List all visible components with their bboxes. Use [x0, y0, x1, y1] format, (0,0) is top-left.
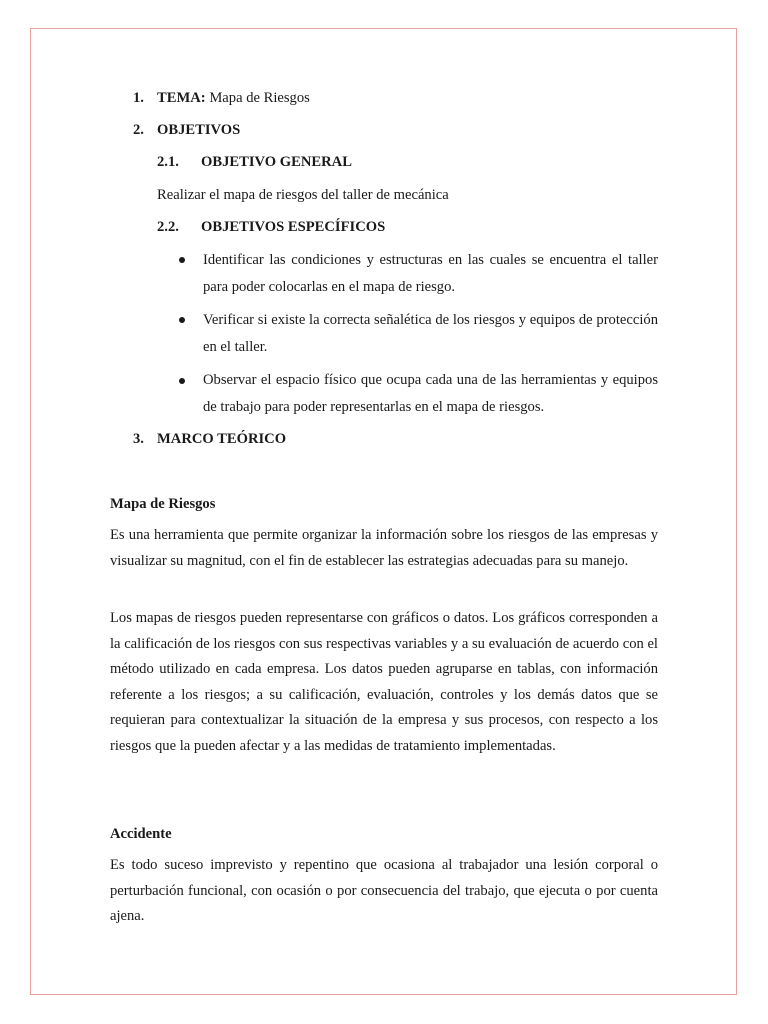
objective-bullet-1: Identificar las condiciones y estructuras en las cuales se encuentra el taller para poder colocarlas en el mapa de riesgo.	[203, 252, 658, 295]
general-objective-text: Realizar el mapa de riesgos del taller de mecánica	[157, 187, 449, 203]
paragraph-mapa-1: Es una herramienta que permite organizar la información sobre los riesgos de las empresas y visualizar su magnitud, con el fin de establecer las estrategias adecuadas para su manejo.	[110, 527, 658, 569]
item-1-label: TEMA:	[157, 90, 206, 106]
item-3-label: MARCO TEÓRICO	[157, 431, 287, 447]
bullet-icon	[179, 257, 185, 263]
objective-bullet-2: Verificar si existe la correcta señalética de los riesgos y equipos de protección en el taller.	[203, 312, 658, 355]
item-2-number: 2.	[133, 122, 144, 138]
item-2-label: OBJETIVOS	[157, 122, 241, 138]
item-1-text: Mapa de Riesgos	[209, 90, 310, 106]
bullet-icon	[179, 317, 185, 323]
item-1-number: 1.	[133, 90, 144, 106]
subitem-2-2-label: OBJETIVOS ESPECÍFICOS	[201, 219, 386, 235]
item-3-number: 3.	[133, 431, 144, 447]
section-heading-mapa: Mapa de Riesgos	[110, 496, 216, 512]
item-1-heading	[157, 89, 310, 107]
subitem-2-2-number: 2.2.	[157, 219, 179, 235]
section-heading-accidente: Accidente	[110, 826, 172, 842]
paragraph-mapa-2: Los mapas de riesgos pueden representarse con gráficos o datos. Los gráficos corresponden a la calificación de los riesgos con sus respectivas variables y a su evaluación de acuerdo con el método utilizado en cada empresa. Los datos pueden agruparse en tablas, con información referente a los riesgos; a su calificación, evaluación, controles y los demás datos que se requieran para contextualizar la situación de la empresa y sus procesos, con respecto a los riesgos que la pueden afectar y a las medidas de tratamiento implementadas.	[110, 610, 658, 754]
subitem-2-1-label: OBJETIVO GENERAL	[201, 154, 352, 170]
subitem-2-1-number: 2.1.	[157, 154, 179, 170]
paragraph-accidente: Es todo suceso imprevisto y repentino que ocasiona al trabajador una lesión corporal o perturbación funcional, con ocasión o por consecuencia del trabajo, que ejecuta o por cuenta ajena.	[110, 857, 658, 925]
bullet-icon	[179, 378, 185, 384]
objective-bullet-3: Observar el espacio físico que ocupa cada una de las herramientas y equipos de trabajo para poder representarlas en el mapa de riesgos.	[203, 372, 658, 415]
